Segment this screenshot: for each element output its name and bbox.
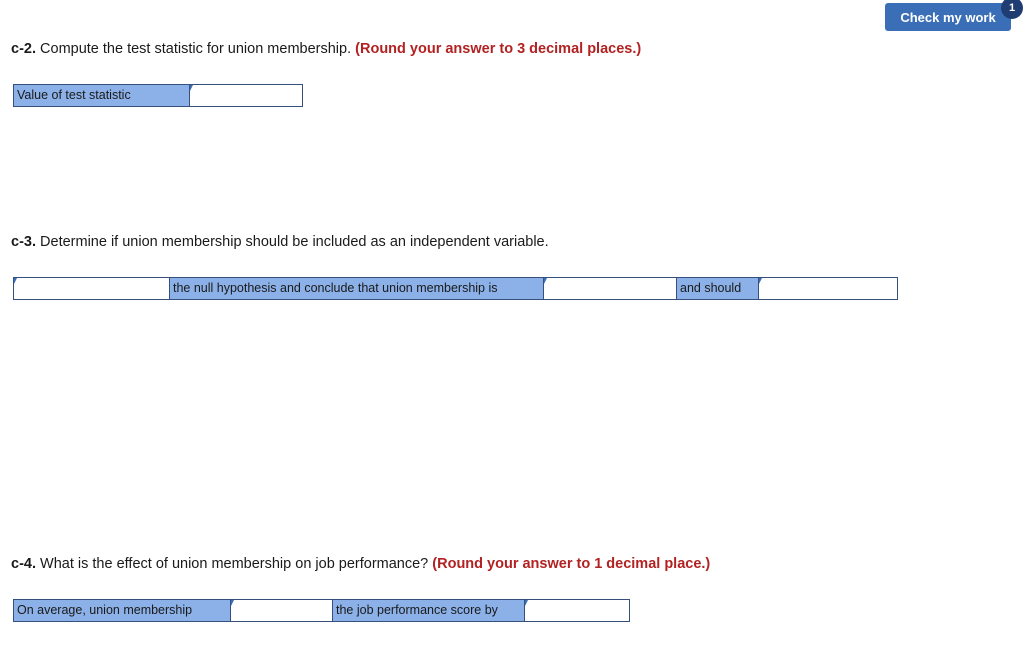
question-c4 xyxy=(11,556,710,572)
c4-amount-input[interactable] xyxy=(525,600,629,621)
input-marker-icon xyxy=(544,278,547,284)
input-marker-icon xyxy=(14,278,17,284)
c3-hypothesis-select[interactable] xyxy=(14,278,169,299)
input-marker-icon xyxy=(190,85,193,91)
question-c4-number: c-4. xyxy=(11,556,36,572)
question-c2-hint: (Round your answer to 3 decimal places.) xyxy=(355,41,642,57)
input-marker-icon xyxy=(759,278,762,284)
question-c2-number: c-2. xyxy=(11,41,36,57)
c3-label-2: and should xyxy=(677,278,759,299)
input-marker-icon xyxy=(525,600,528,606)
input-marker-icon xyxy=(231,600,234,606)
c2-answer-row xyxy=(13,84,303,107)
test-statistic-input[interactable] xyxy=(190,85,302,106)
c2-test-statistic-field[interactable] xyxy=(190,85,302,106)
c4-answer-row xyxy=(13,599,630,622)
c2-row-label: Value of test statistic xyxy=(14,85,190,106)
c4-label-2: the job performance score by xyxy=(333,600,525,621)
c3-include-select[interactable] xyxy=(759,278,897,299)
c3-dropdown-3[interactable] xyxy=(759,278,897,299)
c4-direction-select[interactable] xyxy=(231,600,332,621)
c3-answer-row xyxy=(13,277,898,300)
c3-significance-select[interactable] xyxy=(544,278,676,299)
question-c3-text: Determine if union membership should be included as an independent variable. xyxy=(36,234,549,250)
c4-amount-field[interactable] xyxy=(525,600,629,621)
c3-dropdown-2[interactable] xyxy=(544,278,677,299)
c3-dropdown-1[interactable] xyxy=(14,278,170,299)
question-c2 xyxy=(11,41,641,57)
check-my-work-button[interactable]: Check my work xyxy=(885,3,1011,31)
question-c4-text: What is the effect of union membership on job performance? xyxy=(36,556,433,572)
question-c3 xyxy=(11,234,549,250)
c4-label-1: On average, union membership xyxy=(14,600,231,621)
notification-badge: 1 xyxy=(1001,0,1023,19)
question-c2-text: Compute the test statistic for union membership. xyxy=(36,41,356,57)
c3-label-1: the null hypothesis and conclude that union membership is xyxy=(170,278,544,299)
c4-dropdown-1[interactable] xyxy=(231,600,333,621)
question-c3-number: c-3. xyxy=(11,234,36,250)
question-c4-hint: (Round your answer to 1 decimal place.) xyxy=(432,556,711,572)
